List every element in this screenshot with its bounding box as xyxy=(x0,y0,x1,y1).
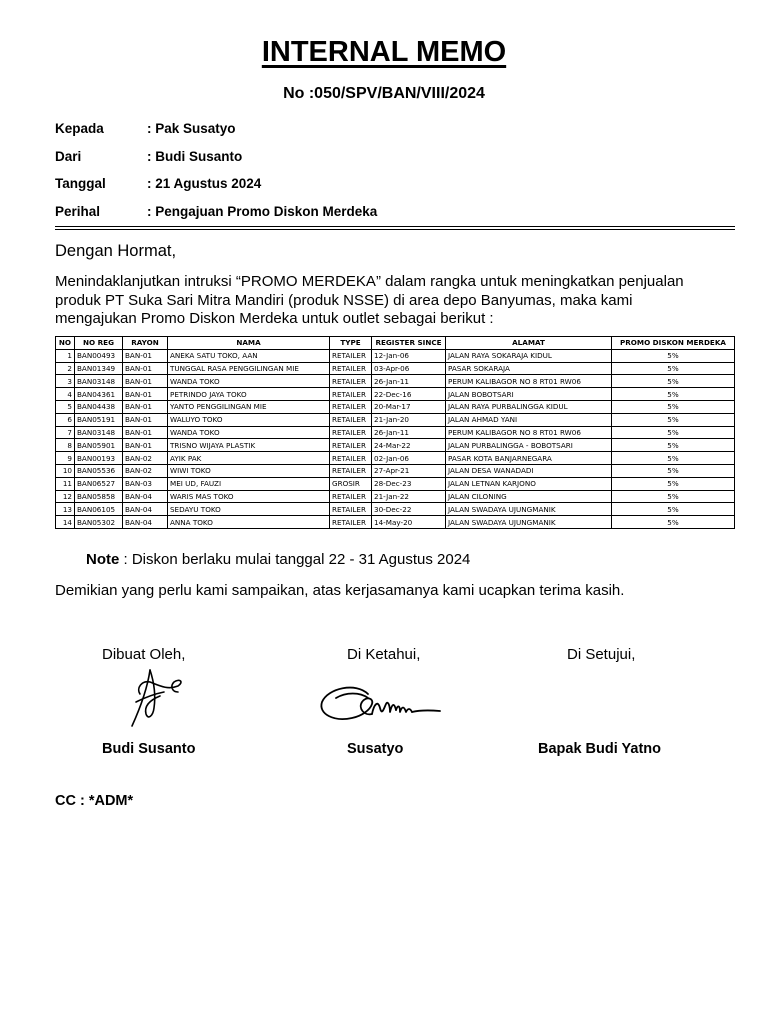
column-header: ALAMAT xyxy=(446,337,612,350)
field-label: Dari xyxy=(55,148,82,164)
field-label: Tanggal xyxy=(55,176,106,192)
intro-line: Menindaklanjutkan intruksi “PROMO MERDEKA” dalam rangka untuk meningkatkan penjualan xyxy=(55,273,684,290)
table-row xyxy=(56,375,735,388)
cell-no: 6 xyxy=(56,413,75,426)
intro-paragraph xyxy=(55,273,745,329)
cell-no-reg: BAN05191 xyxy=(75,413,123,426)
cell-rayon: BAN-01 xyxy=(123,439,168,452)
cell-register-since: 21-Jan-20 xyxy=(372,413,446,426)
cell-rayon: BAN-01 xyxy=(123,426,168,439)
cell-no: 1 xyxy=(56,349,75,362)
cell-promo: 5% xyxy=(612,439,735,452)
cell-nama: PETRINDO JAYA TOKO xyxy=(168,388,330,401)
cell-no: 13 xyxy=(56,503,75,516)
table-row xyxy=(56,452,735,465)
cell-type: RETAILER xyxy=(330,490,372,503)
cell-no-reg: BAN05536 xyxy=(75,464,123,477)
cell-nama: TUNGGAL RASA PENGGILINGAN MIE xyxy=(168,362,330,375)
cell-nama: WANDA TOKO xyxy=(168,375,330,388)
table-row xyxy=(56,400,735,413)
cell-no-reg: BAN00493 xyxy=(75,349,123,362)
cell-type: RETAILER xyxy=(330,439,372,452)
cell-type: RETAILER xyxy=(330,516,372,529)
cell-rayon: BAN-01 xyxy=(123,362,168,375)
cell-no: 5 xyxy=(56,400,75,413)
header-field-tanggal xyxy=(55,170,377,198)
cell-nama: WALUYO TOKO xyxy=(168,413,330,426)
cell-nama: TRISNO WIJAYA PLASTIK xyxy=(168,439,330,452)
field-value: : Budi Susanto xyxy=(147,148,243,164)
cell-promo: 5% xyxy=(612,375,735,388)
note-text: : Diskon berlaku mulai tanggal 22 - 31 Agustus 2024 xyxy=(119,551,471,568)
cell-register-since: 02-Jan-06 xyxy=(372,452,446,465)
header-divider-thin xyxy=(55,226,735,227)
table-row xyxy=(56,439,735,452)
cell-type: RETAILER xyxy=(330,349,372,362)
cell-rayon: BAN-01 xyxy=(123,388,168,401)
cell-no-reg: BAN03148 xyxy=(75,426,123,439)
cell-promo: 5% xyxy=(612,426,735,439)
table-body xyxy=(56,349,735,528)
column-header: NO xyxy=(56,337,75,350)
signatory-role-acknowledged: Di Ketahui, xyxy=(347,646,421,663)
column-header: PROMO DISKON MERDEKA xyxy=(612,337,735,350)
table-header-row xyxy=(56,337,735,350)
cell-promo: 5% xyxy=(612,388,735,401)
signature-budi-susanto xyxy=(120,664,190,730)
cell-alamat: PERUM KALIBAGOR NO 8 RT01 RW06 xyxy=(446,426,612,439)
cell-no-reg: BAN00193 xyxy=(75,452,123,465)
column-header: RAYON xyxy=(123,337,168,350)
field-value: : Pengajuan Promo Diskon Merdeka xyxy=(147,203,378,219)
header-fields xyxy=(55,115,377,225)
column-header: REGISTER SINCE xyxy=(372,337,446,350)
field-value: : 21 Agustus 2024 xyxy=(147,176,262,192)
cell-no: 2 xyxy=(56,362,75,375)
cell-alamat: JALAN SWADAYA UJUNGMANIK xyxy=(446,516,612,529)
cell-no: 10 xyxy=(56,464,75,477)
header-field-kepada xyxy=(55,115,377,143)
column-header: NAMA xyxy=(168,337,330,350)
field-label: Kepada xyxy=(55,121,104,137)
cell-promo: 5% xyxy=(612,362,735,375)
cell-promo: 5% xyxy=(612,452,735,465)
cell-register-since: 22-Dec-16 xyxy=(372,388,446,401)
cell-rayon: BAN-01 xyxy=(123,349,168,362)
intro-line: mengajukan Promo Diskon Merdeka untuk outlet sebagai berikut : xyxy=(55,310,494,327)
cell-rayon: BAN-02 xyxy=(123,464,168,477)
cell-no-reg: BAN04361 xyxy=(75,388,123,401)
column-header: TYPE xyxy=(330,337,372,350)
cell-no: 14 xyxy=(56,516,75,529)
cell-no-reg: BAN06527 xyxy=(75,477,123,490)
cell-no: 9 xyxy=(56,452,75,465)
cell-register-since: 21-Jan-22 xyxy=(372,490,446,503)
cell-rayon: BAN-04 xyxy=(123,490,168,503)
cc-line: CC : *ADM* xyxy=(55,793,134,809)
cell-type: RETAILER xyxy=(330,464,372,477)
cell-register-since: 14-May-20 xyxy=(372,516,446,529)
cell-alamat: JALAN BOBOTSARI xyxy=(446,388,612,401)
cell-nama: MEI UD, FAUZI xyxy=(168,477,330,490)
cell-alamat: JALAN SWADAYA UJUNGMANIK xyxy=(446,503,612,516)
cell-alamat: PERUM KALIBAGOR NO 8 RT01 RW06 xyxy=(446,375,612,388)
table-row xyxy=(56,362,735,375)
table-row xyxy=(56,464,735,477)
cell-no: 12 xyxy=(56,490,75,503)
memo-number: No :050/SPV/BAN/VIII/2024 xyxy=(283,85,485,102)
cell-alamat: PASAR KOTA BANJARNEGARA xyxy=(446,452,612,465)
table-row xyxy=(56,503,735,516)
cell-no: 8 xyxy=(56,439,75,452)
cell-promo: 5% xyxy=(612,464,735,477)
cell-register-since: 12-Jan-06 xyxy=(372,349,446,362)
cell-type: RETAILER xyxy=(330,426,372,439)
header-field-dari xyxy=(55,143,377,171)
table-row xyxy=(56,490,735,503)
cell-type: RETAILER xyxy=(330,503,372,516)
cell-alamat: JALAN LETNAN KARJONO xyxy=(446,477,612,490)
cell-nama: WIWI TOKO xyxy=(168,464,330,477)
cell-rayon: BAN-01 xyxy=(123,413,168,426)
signatory-name-prepared: Budi Susanto xyxy=(102,741,196,757)
cell-alamat: JALAN CILONING xyxy=(446,490,612,503)
cell-nama: WARIS MAS TOKO xyxy=(168,490,330,503)
cell-promo: 5% xyxy=(612,400,735,413)
signature-susatyo xyxy=(316,674,444,730)
cell-register-since: 28-Dec-23 xyxy=(372,477,446,490)
cell-register-since: 30-Dec-22 xyxy=(372,503,446,516)
cell-nama: SEDAYU TOKO xyxy=(168,503,330,516)
table-row xyxy=(56,426,735,439)
table-row xyxy=(56,516,735,529)
memo-title: INTERNAL MEMO xyxy=(261,36,507,68)
field-value: : Pak Susatyo xyxy=(147,121,236,137)
cell-promo: 5% xyxy=(612,490,735,503)
table-row xyxy=(56,349,735,362)
signatory-name-acknowledged: Susatyo xyxy=(347,741,404,757)
cell-promo: 5% xyxy=(612,503,735,516)
cell-rayon: BAN-01 xyxy=(123,375,168,388)
cell-nama: YANTO PENGGILINGAN MIE xyxy=(168,400,330,413)
cell-no-reg: BAN03148 xyxy=(75,375,123,388)
signatory-role-prepared: Dibuat Oleh, xyxy=(102,646,186,663)
cell-no-reg: BAN05901 xyxy=(75,439,123,452)
cell-promo: 5% xyxy=(612,477,735,490)
cell-no: 7 xyxy=(56,426,75,439)
cell-rayon: BAN-02 xyxy=(123,452,168,465)
cell-alamat: JALAN PURBALINGGA - BOBOTSARI xyxy=(446,439,612,452)
field-label: Perihal xyxy=(55,203,101,219)
closing-sentence: Demikian yang perlu kami sampaikan, atas kerjasamanya kami ucapkan terima kasih. xyxy=(55,582,625,599)
cell-rayon: BAN-01 xyxy=(123,400,168,413)
header-divider-thick xyxy=(55,229,735,230)
cell-register-since: 20-Mar-17 xyxy=(372,400,446,413)
cell-register-since: 03-Apr-06 xyxy=(372,362,446,375)
cell-promo: 5% xyxy=(612,349,735,362)
outlet-table xyxy=(55,336,735,529)
cell-type: RETAILER xyxy=(330,413,372,426)
discount-note xyxy=(86,551,470,568)
table-row xyxy=(56,388,735,401)
cell-register-since: 24-Mar-22 xyxy=(372,439,446,452)
cell-register-since: 27-Apr-21 xyxy=(372,464,446,477)
cell-no: 3 xyxy=(56,375,75,388)
cell-type: RETAILER xyxy=(330,452,372,465)
cell-nama: ANEKA SATU TOKO, AAN xyxy=(168,349,330,362)
cell-type: RETAILER xyxy=(330,362,372,375)
cell-alamat: JALAN RAYA SOKARAJA KIDUL xyxy=(446,349,612,362)
cell-type: RETAILER xyxy=(330,375,372,388)
intro-line: produk PT Suka Sari Mitra Mandiri (produk NSSE) di area depo Banyumas, maka kami xyxy=(55,291,633,309)
cell-register-since: 26-Jan-11 xyxy=(372,375,446,388)
cell-rayon: BAN-04 xyxy=(123,516,168,529)
cell-register-since: 26-Jan-11 xyxy=(372,426,446,439)
note-label: Note xyxy=(86,551,120,568)
cell-alamat: JALAN DESA WANADADI xyxy=(446,464,612,477)
cell-nama: ANNA TOKO xyxy=(168,516,330,529)
cell-no-reg: BAN06105 xyxy=(75,503,123,516)
cell-promo: 5% xyxy=(612,516,735,529)
cell-alamat: PASAR SOKARAJA xyxy=(446,362,612,375)
cell-promo: 5% xyxy=(612,413,735,426)
cell-no: 4 xyxy=(56,388,75,401)
signatory-name-approved: Bapak Budi Yatno xyxy=(538,741,662,757)
cell-alamat: JALAN AHMAD YANI xyxy=(446,413,612,426)
cell-no-reg: BAN05302 xyxy=(75,516,123,529)
cell-no-reg: BAN04438 xyxy=(75,400,123,413)
table-row xyxy=(56,477,735,490)
cell-nama: AYIK PAK xyxy=(168,452,330,465)
cell-type: GROSIR xyxy=(330,477,372,490)
cell-no-reg: BAN01349 xyxy=(75,362,123,375)
signatory-role-approved: Di Setujui, xyxy=(567,646,636,663)
table-row xyxy=(56,413,735,426)
column-header: NO REG xyxy=(75,337,123,350)
cell-nama: WANDA TOKO xyxy=(168,426,330,439)
cell-rayon: BAN-04 xyxy=(123,503,168,516)
header-field-perihal xyxy=(55,198,377,226)
greeting: Dengan Hormat, xyxy=(55,242,177,260)
cell-type: RETAILER xyxy=(330,388,372,401)
cell-alamat: JALAN RAYA PURBALINGGA KIDUL xyxy=(446,400,612,413)
cell-no: 11 xyxy=(56,477,75,490)
cell-type: RETAILER xyxy=(330,400,372,413)
cell-rayon: BAN-03 xyxy=(123,477,168,490)
cell-no-reg: BAN05858 xyxy=(75,490,123,503)
